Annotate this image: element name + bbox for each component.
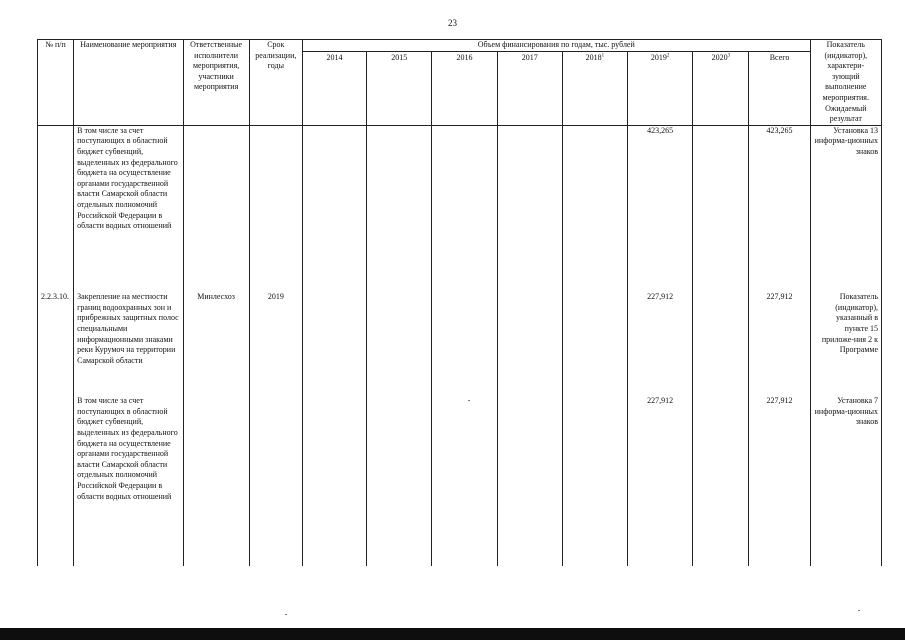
header-indicator: Показатель (индикатор), характери-зующий выполнение мероприятия. Ожидаемый результат — [810, 40, 881, 126]
row-2014 — [302, 125, 366, 292]
header-responsible: Ответственные исполнители мероприятия, участники мероприятия — [183, 40, 249, 126]
row-total: 227,912 — [749, 292, 810, 396]
row-indicator: Установка 13 информа-ционных знаков — [810, 125, 881, 292]
table-row — [38, 125, 882, 292]
row-2017 — [497, 292, 562, 396]
row-2019: 423,265 — [628, 125, 693, 292]
header-year-2014: 2014 — [302, 51, 366, 125]
header-year-2019: 2019$^2$ — [628, 51, 693, 125]
row-2018 — [562, 125, 627, 292]
scan-speck — [285, 614, 287, 615]
header-year-2015: 2015 — [367, 51, 432, 125]
row-2016 — [432, 292, 497, 396]
scan-bottom-edge — [0, 628, 905, 640]
row-indicator: Показатель (индикатор), указанный в пункте 15 приложе-ния 2 к Программе — [810, 292, 881, 396]
row-total: 423,265 — [749, 125, 810, 292]
row-number: 2.2.3.10. — [38, 292, 74, 396]
row-2016 — [432, 396, 497, 566]
row-responsible: Минлесхоз — [183, 292, 249, 396]
row-number — [38, 396, 74, 566]
scan-speck — [858, 610, 860, 611]
row-2015 — [367, 125, 432, 292]
header-total: Всего — [749, 51, 810, 125]
row-term: 2019 — [249, 292, 302, 396]
row-2016 — [432, 125, 497, 292]
header-year-2017: 2017 — [497, 51, 562, 125]
row-2017 — [497, 125, 562, 292]
row-2014 — [302, 292, 366, 396]
row-term — [249, 125, 302, 292]
header-term: Срок реализации, годы — [249, 40, 302, 126]
row-2020 — [693, 292, 749, 396]
header-number: № п/п — [38, 40, 74, 126]
row-term — [249, 396, 302, 566]
header-funding: Объем финансирования по годам, тыс. рублей — [302, 40, 810, 52]
header-name: Наименование мероприятия — [74, 40, 183, 126]
row-total: 227,912 — [749, 396, 810, 566]
scan-speck — [468, 400, 470, 401]
row-name: Закрепление на местности границ водоохранных зон и прибрежных защитных полос специальными информационными знаками реки Курумоч на территории Самарской области — [74, 292, 183, 396]
page-number: 23 — [448, 18, 457, 28]
row-2020 — [693, 396, 749, 566]
row-indicator: Установка 7 информа-ционных знаков — [810, 396, 881, 566]
row-2019: 227,912 — [628, 292, 693, 396]
row-2019: 227,912 — [628, 396, 693, 566]
row-responsible — [183, 396, 249, 566]
table-row — [38, 396, 882, 566]
row-number — [38, 125, 74, 292]
header-year-2016: 2016 — [432, 51, 497, 125]
table-row — [38, 292, 882, 396]
row-responsible — [183, 125, 249, 292]
header-year-2020: 2020$^3$ — [693, 51, 749, 125]
row-2015 — [367, 396, 432, 566]
row-2015 — [367, 292, 432, 396]
row-name: В том числе за счет поступающих в областной бюджет субвенций, выделенных из федерального бюджета на осуществление органами государственной власти Самарской области отдельных полномочий Российской Федерации в области водных отношений — [74, 125, 183, 292]
header-year-2018: 2018$^1$ — [562, 51, 627, 125]
row-2018 — [562, 396, 627, 566]
funding-table — [37, 39, 882, 566]
row-name: В том числе за счет поступающих в областной бюджет субвенций, выделенных из федерального бюджета на осуществление органами государственной власти Самарской области отдельных полномочий Российской Федерации в области водных отношений — [74, 396, 183, 566]
row-2014 — [302, 396, 366, 566]
row-2017 — [497, 396, 562, 566]
row-2018 — [562, 292, 627, 396]
row-2020 — [693, 125, 749, 292]
